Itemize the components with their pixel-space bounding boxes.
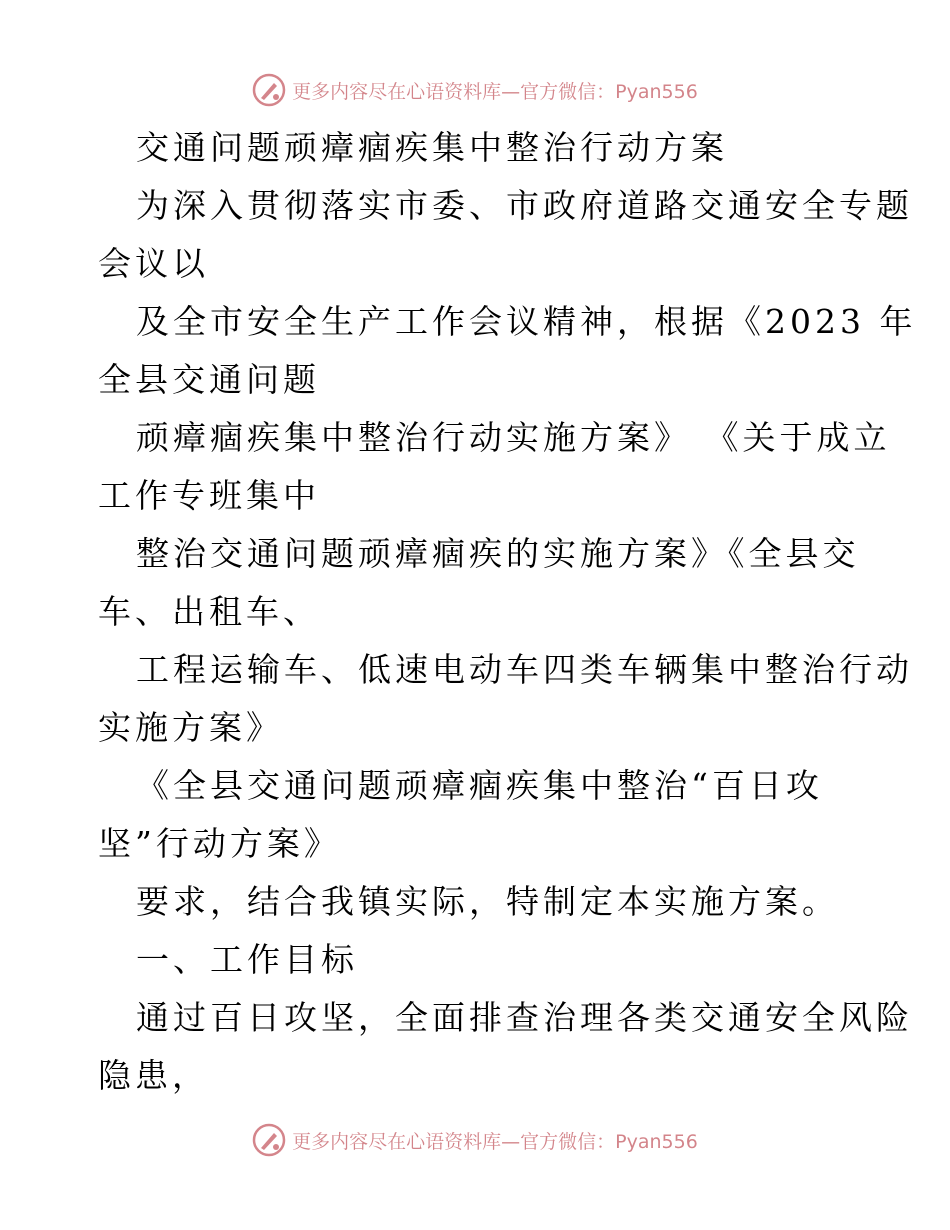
pen-circle-icon bbox=[252, 1123, 286, 1157]
paragraph-line: 工程运输车、低速电动车四类车辆集中整治行动 bbox=[136, 650, 913, 689]
paragraph-line: 顽瘴痼疾集中整治行动实施方案》 《关于成立 bbox=[136, 418, 891, 457]
pen-circle-icon bbox=[252, 73, 286, 107]
watermark-footer bbox=[0, 1120, 950, 1160]
paragraph-line: 整治交通问题顽瘴痼疾的实施方案》《全县交 bbox=[136, 534, 860, 573]
paragraph-line: 工作专班集中 bbox=[98, 476, 320, 515]
paragraph-line: 隐患， bbox=[98, 1056, 209, 1095]
doc-title: 交通问题顽瘴痼疾集中整治行动方案 bbox=[136, 128, 728, 167]
paragraph-line: 及全市安全生产工作会议精神，根据《2023 年 bbox=[136, 302, 917, 341]
paragraph-line: 实施方案》 bbox=[98, 708, 283, 747]
paragraph-line: 全县交通问题 bbox=[98, 360, 320, 399]
paragraph-line: 通过百日攻坚，全面排查治理各类交通安全风险 bbox=[136, 998, 913, 1037]
paragraph-line: 要求，结合我镇实际，特制定本实施方案。 bbox=[136, 882, 839, 921]
paragraph-line: 为深入贯彻落实市委、市政府道路交通安全专题 bbox=[136, 186, 913, 225]
watermark-text: 更多内容尽在心语资料库—官方微信：Pyan556 bbox=[292, 80, 698, 103]
paragraph-line: 会议以 bbox=[98, 244, 209, 283]
watermark-text: 更多内容尽在心语资料库—官方微信：Pyan556 bbox=[292, 1130, 698, 1153]
section-heading: 一、工作目标 bbox=[136, 940, 358, 979]
paragraph-line: 车、出租车、 bbox=[98, 592, 320, 631]
watermark-header bbox=[0, 70, 950, 110]
paragraph-line: 《全县交通问题顽瘴痼疾集中整治“百日攻 bbox=[136, 766, 823, 805]
paragraph-line: 坚”行动方案》 bbox=[98, 824, 341, 863]
